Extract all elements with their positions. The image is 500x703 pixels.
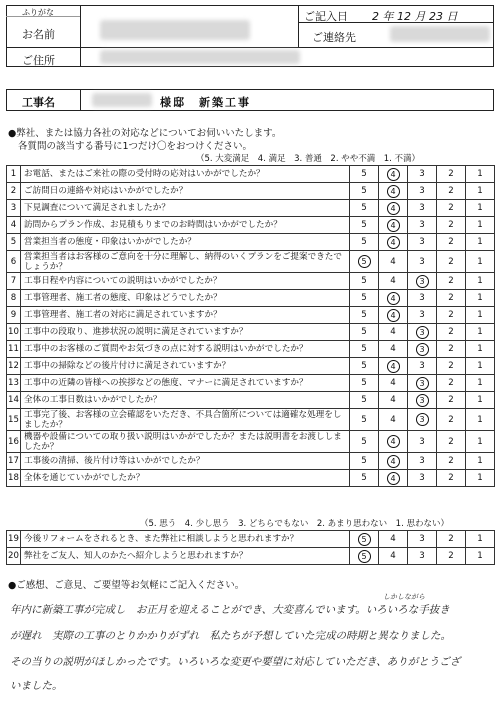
rating-value: 5 xyxy=(361,473,367,483)
rating-option-5[interactable] xyxy=(350,290,379,307)
date-label: ご記入日 xyxy=(304,10,348,23)
question-row xyxy=(7,470,495,487)
rating-value: 3 xyxy=(419,293,425,303)
rating-option-1[interactable] xyxy=(466,431,495,453)
rating-value: 5 xyxy=(361,186,367,196)
rating-value: 4 xyxy=(387,219,400,232)
rating-option-3[interactable] xyxy=(408,531,437,548)
rating-value: 4 xyxy=(387,168,400,181)
redacted-work-name xyxy=(92,93,152,107)
rating-option-4[interactable] xyxy=(379,166,408,183)
rating-value: 4 xyxy=(387,202,400,215)
rating-option-2[interactable] xyxy=(437,548,466,565)
rating-value: 1 xyxy=(477,169,483,179)
question-number: 7 xyxy=(7,273,21,290)
question-text: 工事日程や内容についての説明はいかがでしたか？ xyxy=(21,273,350,290)
rating-value: 2 xyxy=(448,237,454,247)
row-divider-1 xyxy=(6,47,494,48)
rating-option-2[interactable] xyxy=(437,453,466,470)
rating-value: 4 xyxy=(390,344,396,354)
rating-value: 3 xyxy=(416,394,429,407)
rating-value: 1 xyxy=(477,256,483,267)
rating-value: 3 xyxy=(416,413,429,426)
rating-value: 2 xyxy=(448,395,454,405)
question-number: 8 xyxy=(7,290,21,307)
question-text: 全体を通じていかがでしたか？ xyxy=(21,470,350,487)
rating-option-2[interactable] xyxy=(437,273,466,290)
rating-option-4[interactable] xyxy=(379,307,408,324)
rating-option-3[interactable] xyxy=(408,548,437,565)
rating-option-1[interactable] xyxy=(466,548,495,565)
work-name-value: 様邸 新築工事 xyxy=(160,96,251,109)
rating-value: 2 xyxy=(448,327,454,337)
rating-value: 1 xyxy=(477,203,483,213)
rating-value: 2 xyxy=(448,203,454,213)
question-number: 5 xyxy=(7,234,21,251)
rating-option-5[interactable] xyxy=(350,392,379,409)
rating-option-4[interactable] xyxy=(379,217,408,234)
question-text: 工事中の段取り、進捗状況の説明に満足されていますか？ xyxy=(21,324,350,341)
rating-value: 2 xyxy=(448,169,454,179)
rating-option-2[interactable] xyxy=(437,183,466,200)
question-number: 20 xyxy=(7,548,21,565)
comment-note: しかしながら xyxy=(383,593,425,601)
intro-line-2: 各質問の該当する番号に1つだけ〇をおつけください。 xyxy=(18,141,252,152)
rating-option-3[interactable] xyxy=(408,307,437,324)
question-row xyxy=(7,548,495,565)
rating-value: 5 xyxy=(361,456,367,466)
rating-option-5[interactable] xyxy=(350,251,379,273)
rating-option-1[interactable] xyxy=(466,531,495,548)
rating-option-4[interactable] xyxy=(379,431,408,453)
rating-option-3[interactable] xyxy=(408,234,437,251)
rating-value: 4 xyxy=(390,414,396,425)
rating-value: 1 xyxy=(477,378,483,388)
rating-option-2[interactable] xyxy=(437,470,466,487)
question-text: 営業担当者はお客様のご意向を十分に理解し、納得のいくプランをご提案できたでしょうか？ xyxy=(21,251,350,273)
rating-option-3[interactable] xyxy=(408,341,437,358)
question-text: 弊社をご友人、知人のかたへ紹介しようと思われますか？ xyxy=(21,548,350,565)
rating-value: 1 xyxy=(477,186,483,196)
rating-option-1[interactable] xyxy=(466,470,495,487)
rating-option-1[interactable] xyxy=(466,200,495,217)
rating-value: 1 xyxy=(477,534,483,544)
question-number: 14 xyxy=(7,392,21,409)
rating-option-3[interactable] xyxy=(408,470,437,487)
comment-line-2: が遅れ 実際の工事のとりかかりがずれ 私たちが予想していた完成の時期と異なりました。 xyxy=(10,630,451,642)
work-name-label: 工事名 xyxy=(22,96,55,109)
rating-value: 4 xyxy=(390,276,396,286)
date-value: 2 年 12 月 23 日 xyxy=(372,10,458,23)
rating-option-2[interactable] xyxy=(437,341,466,358)
rating-option-1[interactable] xyxy=(466,234,495,251)
contact-label: ご連絡先 xyxy=(312,31,356,44)
rating-option-4[interactable] xyxy=(379,375,408,392)
rating-value: 2 xyxy=(448,344,454,354)
comment-line-3: その当りの説明がほしかったです。いろいろな変更や要望に対応していただき、ありがとうござ xyxy=(10,656,461,668)
question-text: 工事中の掃除などの後片付けに満足されていますか？ xyxy=(21,358,350,375)
question-text: ご訪問日の連絡や対応はいかがでしたか？ xyxy=(21,183,350,200)
rating-option-5[interactable] xyxy=(350,307,379,324)
rating-option-4[interactable] xyxy=(379,200,408,217)
rating-option-1[interactable] xyxy=(466,375,495,392)
redacted-address xyxy=(100,50,300,64)
rating-option-3[interactable] xyxy=(408,409,437,431)
rating-value: 3 xyxy=(419,310,425,320)
rating-option-2[interactable] xyxy=(437,307,466,324)
rating-value: 1 xyxy=(477,395,483,405)
rating-value: 5 xyxy=(361,378,367,388)
rating-option-5[interactable] xyxy=(350,548,379,565)
rating-value: 1 xyxy=(477,456,483,466)
rating-value: 2 xyxy=(448,414,454,425)
rating-value: 2 xyxy=(448,361,454,371)
question-text: 機器や設備についての取り扱い説明はいかがでしたか？または説明書をお渡ししましたか？ xyxy=(21,431,350,453)
questions-table-2 xyxy=(6,530,495,565)
question-number: 19 xyxy=(7,531,21,548)
question-row xyxy=(7,358,495,375)
rating-value: 5 xyxy=(361,276,367,286)
rating-value: 3 xyxy=(416,343,429,356)
rating-value: 1 xyxy=(477,327,483,337)
rating-value: 2 xyxy=(448,456,454,466)
rating-value: 3 xyxy=(419,473,425,483)
rating-value: 1 xyxy=(477,237,483,247)
rating-value: 2 xyxy=(448,276,454,286)
rating-option-1[interactable] xyxy=(466,392,495,409)
rating-option-5[interactable] xyxy=(350,183,379,200)
rating-value: 4 xyxy=(390,551,396,561)
rating-option-1[interactable] xyxy=(466,183,495,200)
rating-value: 2 xyxy=(448,551,454,561)
rating-option-2[interactable] xyxy=(437,531,466,548)
question-row xyxy=(7,531,495,548)
question-number: 6 xyxy=(7,251,21,273)
rating-option-2[interactable] xyxy=(437,375,466,392)
rating-option-4[interactable] xyxy=(379,392,408,409)
rating-value: 1 xyxy=(477,414,483,425)
rating-option-1[interactable] xyxy=(466,251,495,273)
rating-option-1[interactable] xyxy=(466,290,495,307)
rating-option-5[interactable] xyxy=(350,375,379,392)
question-text: お電話、またはご来社の際の受付時の応対はいかがでしたか？ xyxy=(21,166,350,183)
rating-value: 2 xyxy=(448,436,454,447)
rating-value: 4 xyxy=(390,256,396,267)
rating-value: 5 xyxy=(361,361,367,371)
question-row xyxy=(7,251,495,273)
rating-value: 5 xyxy=(361,237,367,247)
address-label: ご住所 xyxy=(22,54,55,67)
rating-option-5[interactable] xyxy=(350,200,379,217)
rating-option-1[interactable] xyxy=(466,409,495,431)
question-row xyxy=(7,166,495,183)
rating-option-3[interactable] xyxy=(408,200,437,217)
rating-value: 2 xyxy=(448,256,454,267)
rating-value: 3 xyxy=(419,203,425,213)
rating-option-5[interactable] xyxy=(350,166,379,183)
question-row xyxy=(7,409,495,431)
rating-value: 4 xyxy=(390,534,396,544)
rating-value: 3 xyxy=(419,220,425,230)
question-text: 訪問からプラン作成、お見積もりまでのお時間はいかがでしたか？ xyxy=(21,217,350,234)
rating-option-5[interactable] xyxy=(350,234,379,251)
rating-value: 2 xyxy=(448,310,454,320)
question-text: 工事管理者、施工者の対応に満足されていますか？ xyxy=(21,307,350,324)
rating-value: 1 xyxy=(477,220,483,230)
question-number: 1 xyxy=(7,166,21,183)
rating-value: 1 xyxy=(477,344,483,354)
rating-value: 4 xyxy=(387,455,400,468)
rating-option-5[interactable] xyxy=(350,409,379,431)
rating-option-1[interactable] xyxy=(466,307,495,324)
rating-value: 5 xyxy=(361,395,367,405)
rating-option-2[interactable] xyxy=(437,217,466,234)
rating-value: 4 xyxy=(390,378,396,388)
rating-option-2[interactable] xyxy=(437,431,466,453)
rating-value: 3 xyxy=(416,326,429,339)
question-row xyxy=(7,453,495,470)
rating-option-5[interactable] xyxy=(350,341,379,358)
rating-option-4[interactable] xyxy=(379,234,408,251)
rating-option-2[interactable] xyxy=(437,251,466,273)
question-number: 11 xyxy=(7,341,21,358)
question-row xyxy=(7,307,495,324)
rating-option-4[interactable] xyxy=(379,358,408,375)
rating-value: 5 xyxy=(361,327,367,337)
rating-value: 5 xyxy=(361,310,367,320)
question-number: 17 xyxy=(7,453,21,470)
question-text: 全体の工事日数はいかがでしたか？ xyxy=(21,392,350,409)
rating-value: 2 xyxy=(448,378,454,388)
question-number: 15 xyxy=(7,409,21,431)
rating-option-3[interactable] xyxy=(408,166,437,183)
rating-option-4[interactable] xyxy=(379,251,408,273)
rating-value: 4 xyxy=(387,292,400,305)
rating-value: 2 xyxy=(448,220,454,230)
question-row xyxy=(7,273,495,290)
rating-option-1[interactable] xyxy=(466,166,495,183)
rating-value: 5 xyxy=(361,220,367,230)
question-text: 工事中のお客様のご質問やお気づきの点に対する説明はいかがでしたか？ xyxy=(21,341,350,358)
work-name-divider xyxy=(80,89,81,111)
rating-option-2[interactable] xyxy=(437,358,466,375)
rating-value: 3 xyxy=(419,361,425,371)
rating-option-5[interactable] xyxy=(350,358,379,375)
rating-value: 4 xyxy=(390,327,396,337)
rating-option-5[interactable] xyxy=(350,470,379,487)
question-number: 16 xyxy=(7,431,21,453)
rating-value: 5 xyxy=(361,436,367,447)
rating-value: 4 xyxy=(387,435,400,448)
question-number: 3 xyxy=(7,200,21,217)
comments-label: ●ご感想、ご意見、ご要望等お気軽にご記入ください。 xyxy=(8,580,245,591)
question-row xyxy=(7,431,495,453)
rating-option-4[interactable] xyxy=(379,290,408,307)
rating-option-2[interactable] xyxy=(437,324,466,341)
rating-option-2[interactable] xyxy=(437,200,466,217)
question-text: 今後リフォームをされるとき、また弊社に相談しようと思われますか？ xyxy=(21,531,350,548)
rating-value: 4 xyxy=(387,472,400,485)
vertical-divider-1 xyxy=(80,5,81,67)
rating-value: 5 xyxy=(358,533,371,546)
rating-option-4[interactable] xyxy=(379,453,408,470)
rating-option-3[interactable] xyxy=(408,324,437,341)
rating-option-4[interactable] xyxy=(379,548,408,565)
rating-option-1[interactable] xyxy=(466,453,495,470)
furigana-label: ふりがな xyxy=(22,8,54,17)
vertical-divider-2 xyxy=(298,5,299,47)
rating-value: 4 xyxy=(387,360,400,373)
rating-value: 3 xyxy=(419,534,425,544)
question-row xyxy=(7,392,495,409)
rating-option-4[interactable] xyxy=(379,324,408,341)
question-number: 10 xyxy=(7,324,21,341)
rating-value: 2 xyxy=(448,186,454,196)
rating-option-3[interactable] xyxy=(408,358,437,375)
rating-scale: （5. 大変満足 4. 満足 3. 普通 2. やや不満 1. 不満） xyxy=(196,154,421,164)
rating-value: 1 xyxy=(477,293,483,303)
rating-option-1[interactable] xyxy=(466,324,495,341)
rating-value: 5 xyxy=(361,414,367,425)
question-text: 下見調査について満足されましたか？ xyxy=(21,200,350,217)
question-row xyxy=(7,234,495,251)
rating-option-3[interactable] xyxy=(408,290,437,307)
rating-option-3[interactable] xyxy=(408,273,437,290)
rating-option-2[interactable] xyxy=(437,234,466,251)
rating-option-3[interactable] xyxy=(408,251,437,273)
question-number: 9 xyxy=(7,307,21,324)
rating-value: 2 xyxy=(448,534,454,544)
rating-option-1[interactable] xyxy=(466,217,495,234)
redacted-name xyxy=(100,20,250,40)
rating-option-1[interactable] xyxy=(466,341,495,358)
comment-line-1: 年内に新築工事が完成し お正月を迎えることができ、大変喜んでいます。いろいろな手抜き xyxy=(10,604,450,616)
rating-option-4[interactable] xyxy=(379,470,408,487)
rating-option-2[interactable] xyxy=(437,166,466,183)
question-text: 工事後の清掃、後片付け等はいかがでしたか？ xyxy=(21,453,350,470)
rating-value: 3 xyxy=(419,169,425,179)
rating-value: 5 xyxy=(361,169,367,179)
rating-value: 1 xyxy=(477,361,483,371)
rating-value: 4 xyxy=(387,309,400,322)
rating-value: 2 xyxy=(448,473,454,483)
rating-value: 3 xyxy=(416,275,429,288)
name-label: お名前 xyxy=(22,28,55,41)
question-text: 工事管理者、施工者の態度、印象はどうでしたか？ xyxy=(21,290,350,307)
question-row xyxy=(7,375,495,392)
question-row xyxy=(7,324,495,341)
rating-value: 4 xyxy=(387,185,400,198)
rating-option-5[interactable] xyxy=(350,453,379,470)
question-text: 工事中の近隣の皆様への挨拶などの態度、マナーに満足されていますか？ xyxy=(21,375,350,392)
question-number: 4 xyxy=(7,217,21,234)
question-number: 12 xyxy=(7,358,21,375)
rating-option-5[interactable] xyxy=(350,273,379,290)
rating-option-4[interactable] xyxy=(379,531,408,548)
rating-value: 3 xyxy=(419,186,425,196)
rating-value: 2 xyxy=(448,293,454,303)
question-number: 13 xyxy=(7,375,21,392)
rating-option-3[interactable] xyxy=(408,453,437,470)
rating-value: 4 xyxy=(390,395,396,405)
rating-option-3[interactable] xyxy=(408,217,437,234)
rating-option-5[interactable] xyxy=(350,217,379,234)
rating-option-4[interactable] xyxy=(379,183,408,200)
rating-value: 3 xyxy=(419,551,425,561)
rating-option-2[interactable] xyxy=(437,392,466,409)
rating-option-2[interactable] xyxy=(437,409,466,431)
rating-value: 3 xyxy=(419,237,425,247)
question-row xyxy=(7,200,495,217)
question-number: 2 xyxy=(7,183,21,200)
rating-option-2[interactable] xyxy=(437,290,466,307)
rating-option-4[interactable] xyxy=(379,341,408,358)
question-row xyxy=(7,341,495,358)
rating-value: 1 xyxy=(477,310,483,320)
redacted-contact xyxy=(390,26,490,42)
rating-value: 3 xyxy=(416,377,429,390)
rating-option-1[interactable] xyxy=(466,273,495,290)
rating-value: 5 xyxy=(361,203,367,213)
rating-value: 3 xyxy=(419,456,425,466)
rating-option-3[interactable] xyxy=(408,392,437,409)
rating-option-5[interactable] xyxy=(350,324,379,341)
question-row xyxy=(7,183,495,200)
rating-value: 1 xyxy=(477,436,483,447)
rating-option-4[interactable] xyxy=(379,273,408,290)
question-number: 18 xyxy=(7,470,21,487)
rating-option-3[interactable] xyxy=(408,375,437,392)
comment-line-4: いました。 xyxy=(10,680,63,692)
question-text: 営業担当者の態度・印象はいかがでしたか？ xyxy=(21,234,350,251)
rating-value: 1 xyxy=(477,276,483,286)
questions-table xyxy=(6,165,495,487)
rating-option-5[interactable] xyxy=(350,431,379,453)
rating-value: 4 xyxy=(387,236,400,249)
rating-value: 3 xyxy=(419,256,425,267)
agreement-scale: （5. 思う 4. 少し思う 3. どちらでもない 2. あまり思わない 1. 思わない） xyxy=(140,519,449,529)
rating-option-3[interactable] xyxy=(408,431,437,453)
rating-value: 5 xyxy=(358,550,371,563)
rating-value: 5 xyxy=(358,255,371,268)
rating-option-5[interactable] xyxy=(350,531,379,548)
question-text: 工事完了後、お客様の立会確認をいただき、不具合箇所については適確な処理をしましたか？ xyxy=(21,409,350,431)
rating-option-1[interactable] xyxy=(466,358,495,375)
rating-value: 3 xyxy=(419,436,425,447)
question-row xyxy=(7,290,495,307)
intro-line-1: ●弊社、または協力各社の対応などについてお伺いいたします。 xyxy=(8,128,282,139)
rating-value: 1 xyxy=(477,551,483,561)
question-row xyxy=(7,217,495,234)
rating-option-4[interactable] xyxy=(379,409,408,431)
rating-value: 5 xyxy=(361,293,367,303)
rating-value: 1 xyxy=(477,473,483,483)
rating-value: 5 xyxy=(361,344,367,354)
rating-option-3[interactable] xyxy=(408,183,437,200)
